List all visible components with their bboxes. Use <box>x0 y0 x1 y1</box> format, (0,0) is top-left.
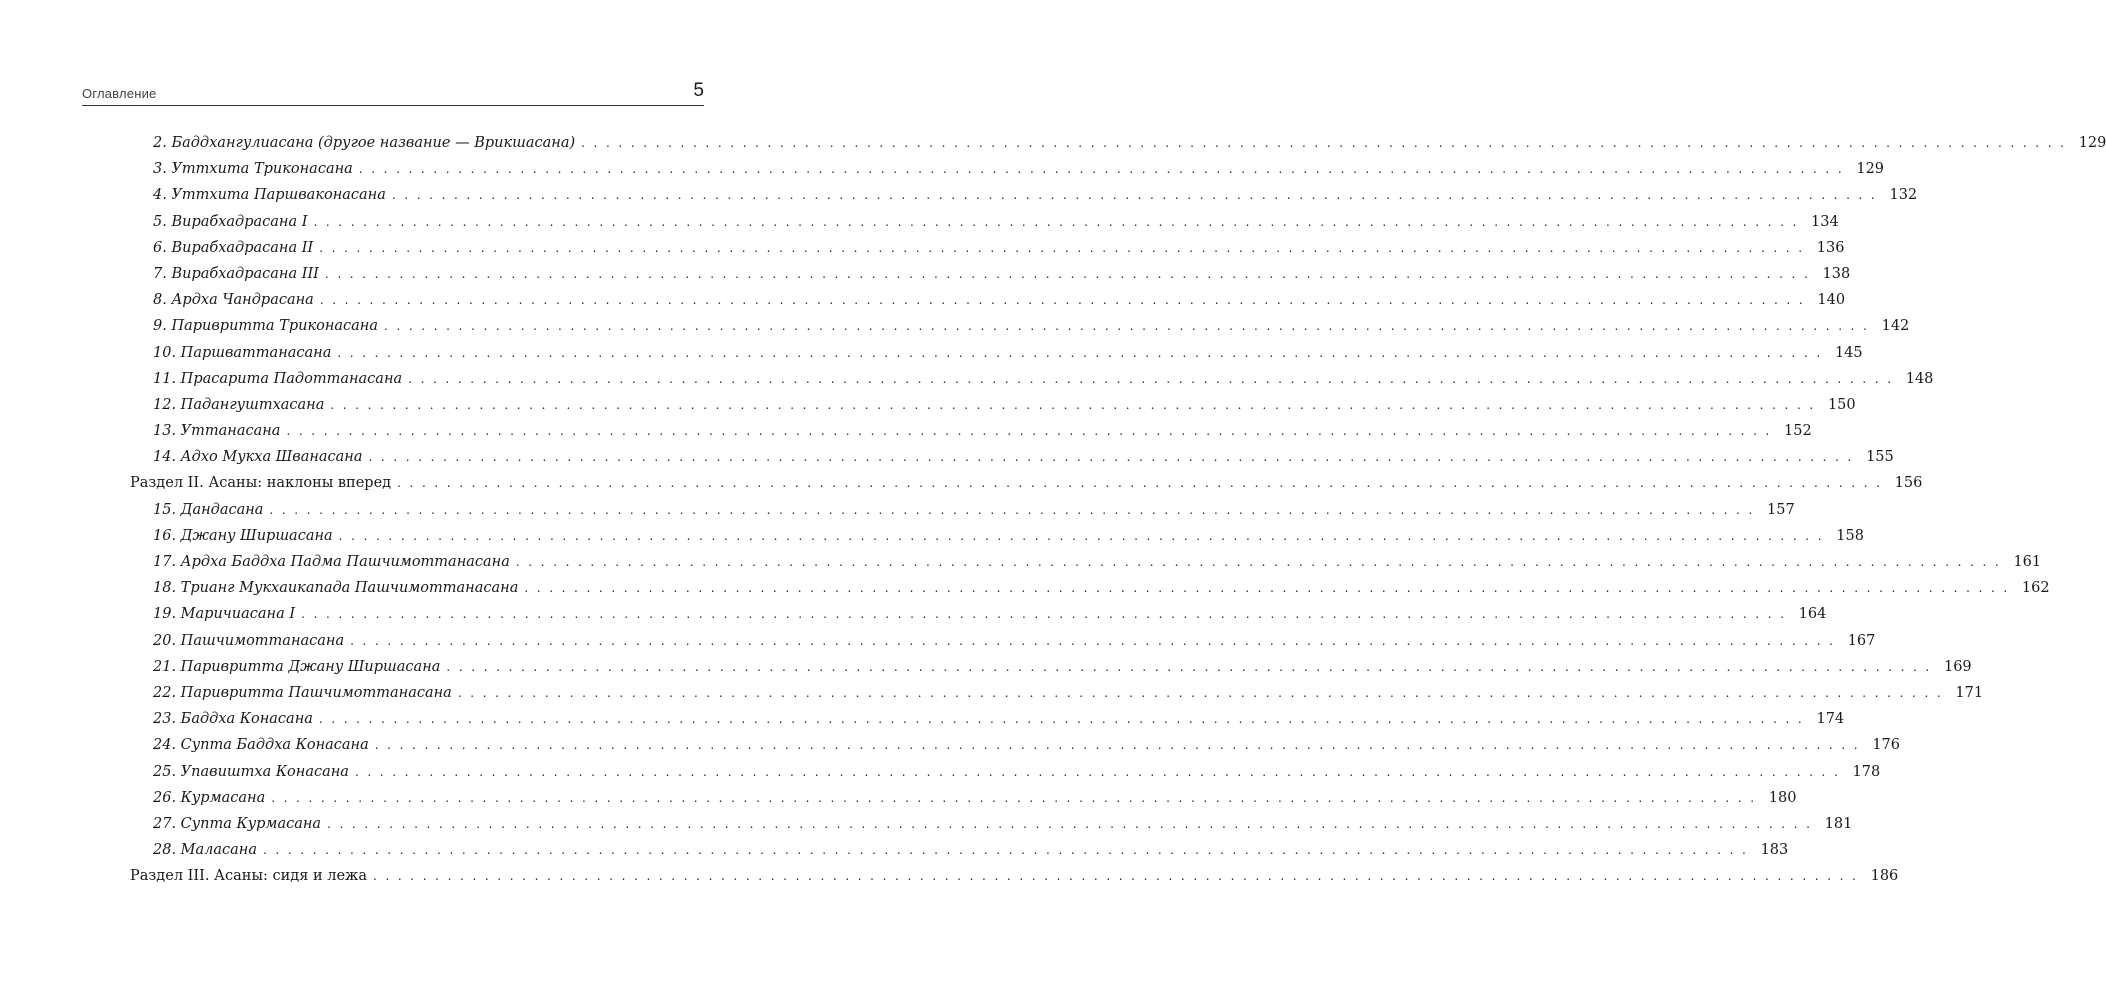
toc-entry[interactable] <box>0 706 1845 732</box>
toc-entry-page: 136 <box>1816 239 1845 256</box>
toc-entry[interactable] <box>0 575 2050 601</box>
toc-entry[interactable] <box>0 523 1864 549</box>
dot-leader: . . . . . . . . . . . . . . . . . . . . . . . . . . . . . . . . . . . . . . . . . . . . . . . . . . . . . . . . . . . . . . . . . . . . . . . . . . . . . . . . . . . . . . . . . . . . . . . . . . . . . . . . . . . . . . . . . . . . . . . . <box>457 685 1944 700</box>
toc-entry-title: 24. Супта Баддха Конасана <box>153 737 369 754</box>
dot-leader: . . . . . . . . . . . . . . . . . . . . . . . . . . . . . . . . . . . . . . . . . . . . . . . . . . . . . . . . . . . . . . . . . . . . . . . . . . . . . . . . . . . . . . . . . . . . . . . . . . . . . . . . . . . . . . . . . . . . . . . . <box>318 712 1805 727</box>
toc-entry-page: 161 <box>2013 554 2042 570</box>
dot-leader: . . . . . . . . . . . . . . . . . . . . . . . . . . . . . . . . . . . . . . . . . . . . . . . . . . . . . . . . . . . . . . . . . . . . . . . . . . . . . . . . . . . . . . . . . . . . . . . . . . . . . . . . . . . . . . . . . . . . . . . . <box>350 633 1836 648</box>
dot-leader: . . . . . . . . . . . . . . . . . . . . . . . . . . . . . . . . . . . . . . . . . . . . . . . . . . . . . . . . . . . . . . . . . . . . . . . . . . . . . . . . . . . . . . . . . . . . . . . . . . . . . . . . . . . . . . . . . . . . . . . . <box>368 450 1854 465</box>
toc-entry-title: 25. Упавиштха Конасана <box>153 763 349 780</box>
toc-entry-page: 145 <box>1834 344 1863 361</box>
toc-entry-page: 158 <box>1836 527 1864 544</box>
toc-entry-page: 129 <box>1856 161 1885 178</box>
toc-entry[interactable] <box>0 444 1894 470</box>
dot-leader: . . . . . . . . . . . . . . . . . . . . . . . . . . . . . . . . . . . . . . . . . . . . . . . . . . . . . . . . . . . . . . . . . . . . . . . . . . . . . . . . . . . . . . . . . . . . . . . . . . . . . . . . . . . . . . . . . . . . . . . . <box>581 136 2067 150</box>
toc-entry-page: 150 <box>1827 396 1856 413</box>
toc-entry-title: 4. Уттхита Паршваконасана <box>153 187 386 204</box>
toc-entry-page: 152 <box>1784 423 1812 440</box>
dot-leader: . . . . . . . . . . . . . . . . . . . . . . . . . . . . . . . . . . . . . . . . . . . . . . . . . . . . . . . . . . . . . . . . . . . . . . . . . . . . . . . . . . . . . . . . . . . . . . . . . . . . . . . . . . . . . . . . . . . . . . . . <box>374 738 1861 753</box>
toc-entry-title: 14. Адхо Мукха Шванасана <box>153 449 363 466</box>
toc-entry[interactable] <box>0 628 1876 654</box>
toc-entry[interactable] <box>0 366 1934 392</box>
dot-leader: . . . . . . . . . . . . . . . . . . . . . . . . . . . . . . . . . . . . . . . . . . . . . . . . . . . . . . . . . . . . . . . . . . . . . . . . . . . . . . . . . . . . . . . . . . . . . . . . . . . . . . . . . . . . . . . . . . . . . . . . <box>524 581 2010 596</box>
dot-leader: . . . . . . . . . . . . . . . . . . . . . . . . . . . . . . . . . . . . . . . . . . . . . . . . . . . . . . . . . . . . . . . . . . . . . . . . . . . . . . . . . . . . . . . . . . . . . . . . . . . . . . . . . . . . . . . . . . . . . . . . <box>358 162 1845 177</box>
dot-leader: . . . . . . . . . . . . . . . . . . . . . . . . . . . . . . . . . . . . . . . . . . . . . . . . . . . . . . . . . . . . . . . . . . . . . . . . . . . . . . . . . . . . . . . . . . . . . . . . . . . . . . . . . . . . . . . . . . . . . . . . <box>408 371 1894 386</box>
toc-entry[interactable] <box>0 156 1885 182</box>
toc-entry-page: 186 <box>1870 868 1899 885</box>
toc-entry-page: 155 <box>1866 449 1894 466</box>
toc-entry-title: 12. Падангуштхасана <box>153 396 325 413</box>
toc-entry-page: 129 <box>2078 135 2106 151</box>
dot-leader: . . . . . . . . . . . . . . . . . . . . . . . . . . . . . . . . . . . . . . . . . . . . . . . . . . . . . . . . . . . . . . . . . . . . . . . . . . . . . . . . . . . . . . . . . . . . . . . . . . . . . . . . . . . . . . . . . . . . . . . . <box>391 188 1878 203</box>
toc-section-entry[interactable] <box>0 470 1923 496</box>
running-header <box>82 78 704 106</box>
toc-entry-title: 19. Маричиасана I <box>153 606 296 623</box>
toc-entry-title: 7. Вирабхадрасана III <box>153 265 319 282</box>
dot-leader: . . . . . . . . . . . . . . . . . . . . . . . . . . . . . . . . . . . . . . . . . . . . . . . . . . . . . . . . . . . . . . . . . . . . . . . . . . . . . . . . . . . . . . . . . . . . . . . . . . . . . . . . . . . . . . . . . . . . . . . . <box>338 528 1824 543</box>
dot-leader: . . . . . . . . . . . . . . . . . . . . . . . . . . . . . . . . . . . . . . . . . . . . . . . . . . . . . . . . . . . . . . . . . . . . . . . . . . . . . . . . . . . . . . . . . . . . . . . . . . . . . . . . . . . . . . . . . . . . . . . . <box>286 424 1772 439</box>
toc-entry-page: 176 <box>1872 737 1901 754</box>
toc-entry-page: 164 <box>1798 606 1827 623</box>
toc-entry-page: 181 <box>1824 815 1853 832</box>
dot-leader: . . . . . . . . . . . . . . . . . . . . . . . . . . . . . . . . . . . . . . . . . . . . . . . . . . . . . . . . . . . . . . . . . . . . . . . . . . . . . . . . . . . . . . . . . . . . . . . . . . . . . . . . . . . . . . . . . . . . . . . . <box>330 397 1816 412</box>
toc-entry[interactable] <box>0 785 1797 811</box>
toc-entry[interactable] <box>0 287 1846 313</box>
toc-entry-title: Раздел III. Асаны: сидя и лежа <box>130 868 368 885</box>
toc-entry-page: 162 <box>2021 580 2050 597</box>
toc-entry-page: 167 <box>1847 632 1876 649</box>
toc-entry-title: 2. Баддхангулиасана (другое название — Врикшасана) <box>153 135 576 151</box>
dot-leader: . . . . . . . . . . . . . . . . . . . . . . . . . . . . . . . . . . . . . . . . . . . . . . . . . . . . . . . . . . . . . . . . . . . . . . . . . . . . . . . . . . . . . . . . . . . . . . . . . . . . . . . . . . . . . . . . . . . . . . . . <box>384 319 1870 334</box>
toc-entry-title: 15. Дандасана <box>153 501 264 518</box>
toc-entry[interactable] <box>0 654 1972 680</box>
dot-leader: . . . . . . . . . . . . . . . . . . . . . . . . . . . . . . . . . . . . . . . . . . . . . . . . . . . . . . . . . . . . . . . . . . . . . . . . . . . . . . . . . . . . . . . . . . . . . . . . . . . . . . . . . . . . . . . . . . . . . . . . <box>263 843 1749 858</box>
dot-leader: . . . . . . . . . . . . . . . . . . . . . . . . . . . . . . . . . . . . . . . . . . . . . . . . . . . . . . . . . . . . . . . . . . . . . . . . . . . . . . . . . . . . . . . . . . . . . . . . . . . . . . . . . . . . . . . . . . . . . . . . <box>301 607 1787 622</box>
toc-entry-title: 23. Баддха Конасана <box>153 711 313 728</box>
toc-entry-page: 171 <box>1955 684 1984 701</box>
toc-entry[interactable] <box>0 497 1795 523</box>
toc-entry[interactable] <box>0 313 1910 339</box>
toc-entry-page: 148 <box>1905 370 1934 387</box>
toc-entry-page: 132 <box>1889 187 1918 204</box>
dot-leader: . . . . . . . . . . . . . . . . . . . . . . . . . . . . . . . . . . . . . . . . . . . . . . . . . . . . . . . . . . . . . . . . . . . . . . . . . . . . . . . . . . . . . . . . . . . . . . . . . . . . . . . . . . . . . . . . . . . . . . . . <box>354 764 1841 779</box>
toc-entry-title: 8. Ардха Чандрасана <box>153 292 314 309</box>
toc-entry-title: 10. Паршваттанасана <box>153 344 332 361</box>
toc-entry[interactable] <box>0 732 1901 758</box>
toc-entry-page: 142 <box>1881 318 1910 335</box>
dot-leader: . . . . . . . . . . . . . . . . . . . . . . . . . . . . . . . . . . . . . . . . . . . . . . . . . . . . . . . . . . . . . . . . . . . . . . . . . . . . . . . . . . . . . . . . . . . . . . . . . . . . . . . . . . . . . . . . . . . . . . . . <box>515 555 2002 569</box>
toc-entry-title: 27. Супта Курмасана <box>153 815 322 832</box>
toc-entry-title: 28. Маласана <box>153 842 257 859</box>
toc-entry[interactable] <box>0 392 1856 418</box>
toc-entry-title: 22. Паривритта Пашчимоттанасана <box>153 684 452 701</box>
toc-entry-page: 178 <box>1852 763 1881 780</box>
toc-entry-title: 26. Курмасана <box>153 789 266 806</box>
toc-entry-title: 6. Вирабхадрасана II <box>153 239 314 256</box>
toc-entry-title: 3. Уттхита Триконасана <box>153 161 353 178</box>
page-number: 5 <box>693 80 704 101</box>
dot-leader: . . . . . . . . . . . . . . . . . . . . . . . . . . . . . . . . . . . . . . . . . . . . . . . . . . . . . . . . . . . . . . . . . . . . . . . . . . . . . . . . . . . . . . . . . . . . . . . . . . . . . . . . . . . . . . . . . . . . . . . . <box>269 502 1755 517</box>
toc-entry-title: 13. Уттанасана <box>153 423 281 440</box>
toc-entry-title: 20. Пашчимоттанасана <box>153 632 345 649</box>
dot-leader: . . . . . . . . . . . . . . . . . . . . . . . . . . . . . . . . . . . . . . . . . . . . . . . . . . . . . . . . . . . . . . . . . . . . . . . . . . . . . . . . . . . . . . . . . . . . . . . . . . . . . . . . . . . . . . . . . . . . . . . . <box>373 869 1859 884</box>
toc-entry[interactable] <box>0 235 1845 261</box>
toc-entry-page: 134 <box>1811 213 1839 230</box>
toc-entry[interactable] <box>0 837 1789 863</box>
toc-entry-page: 174 <box>1816 711 1845 728</box>
dot-leader: . . . . . . . . . . . . . . . . . . . . . . . . . . . . . . . . . . . . . . . . . . . . . . . . . . . . . . . . . . . . . . . . . . . . . . . . . . . . . . . . . . . . . . . . . . . . . . . . . . . . . . . . . . . . . . . . . . . . . . . . <box>337 345 1823 360</box>
dot-leader: . . . . . . . . . . . . . . . . . . . . . . . . . . . . . . . . . . . . . . . . . . . . . . . . . . . . . . . . . . . . . . . . . . . . . . . . . . . . . . . . . . . . . . . . . . . . . . . . . . . . . . . . . . . . . . . . . . . . . . . . <box>271 790 1757 805</box>
running-header-title: Оглавление <box>82 86 157 101</box>
toc-entry[interactable] <box>0 130 2106 156</box>
dot-leader: . . . . . . . . . . . . . . . . . . . . . . . . . . . . . . . . . . . . . . . . . . . . . . . . . . . . . . . . . . . . . . . . . . . . . . . . . . . . . . . . . . . . . . . . . . . . . . . . . . . . . . . . . . . . . . . . . . . . . . . . <box>324 266 1811 281</box>
toc-entry-page: 156 <box>1894 475 1923 492</box>
toc-entry-title: 16. Джану Ширшасана <box>153 527 333 544</box>
toc-entry-page: 169 <box>1943 658 1972 675</box>
toc-entry[interactable] <box>0 601 1827 627</box>
toc-entry-page: 157 <box>1767 501 1795 518</box>
dot-leader: . . . . . . . . . . . . . . . . . . . . . . . . . . . . . . . . . . . . . . . . . . . . . . . . . . . . . . . . . . . . . . . . . . . . . . . . . . . . . . . . . . . . . . . . . . . . . . . . . . . . . . . . . . . . . . . . . . . . . . . . <box>319 293 1806 308</box>
toc-entry[interactable] <box>0 261 1851 287</box>
toc-entry[interactable] <box>0 418 1812 444</box>
toc-section-entry[interactable] <box>0 863 1899 889</box>
toc-entry[interactable] <box>0 182 1918 208</box>
toc-entry[interactable] <box>0 549 2042 575</box>
toc-entry-page: 138 <box>1822 265 1851 282</box>
toc-entry-title: 9. Паривритта Триконасана <box>153 318 379 335</box>
toc-entry[interactable] <box>0 759 1881 785</box>
toc-entry-page: 180 <box>1768 789 1797 806</box>
toc-entry[interactable] <box>0 340 1863 366</box>
toc-entry-title: 17. Ардха Баддха Падма Пашчимоттанасана <box>153 554 510 570</box>
toc-entry[interactable] <box>0 811 1853 837</box>
toc-entry-page: 140 <box>1817 292 1846 309</box>
dot-leader: . . . . . . . . . . . . . . . . . . . . . . . . . . . . . . . . . . . . . . . . . . . . . . . . . . . . . . . . . . . . . . . . . . . . . . . . . . . . . . . . . . . . . . . . . . . . . . . . . . . . . . . . . . . . . . . . . . . . . . . . <box>319 240 1805 255</box>
dot-leader: . . . . . . . . . . . . . . . . . . . . . . . . . . . . . . . . . . . . . . . . . . . . . . . . . . . . . . . . . . . . . . . . . . . . . . . . . . . . . . . . . . . . . . . . . . . . . . . . . . . . . . . . . . . . . . . . . . . . . . . . <box>327 816 1813 831</box>
toc-entry-page: 183 <box>1760 842 1789 859</box>
toc-entry-title: 11. Прасарита Падоттанасана <box>153 370 403 387</box>
toc-entry[interactable] <box>0 680 1984 706</box>
toc-entry-title: 21. Паривритта Джану Ширшасана <box>153 658 441 675</box>
toc-entry-title: 18. Трианг Мукхаикапада Пашчимоттанасана <box>153 580 519 597</box>
dot-leader: . . . . . . . . . . . . . . . . . . . . . . . . . . . . . . . . . . . . . . . . . . . . . . . . . . . . . . . . . . . . . . . . . . . . . . . . . . . . . . . . . . . . . . . . . . . . . . . . . . . . . . . . . . . . . . . . . . . . . . . . <box>313 214 1799 229</box>
toc-entry-title: Раздел II. Асаны: наклоны вперед <box>130 475 392 492</box>
table-of-contents <box>0 130 2106 889</box>
toc-entry[interactable] <box>0 209 1839 235</box>
dot-leader: . . . . . . . . . . . . . . . . . . . . . . . . . . . . . . . . . . . . . . . . . . . . . . . . . . . . . . . . . . . . . . . . . . . . . . . . . . . . . . . . . . . . . . . . . . . . . . . . . . . . . . . . . . . . . . . . . . . . . . . . <box>397 476 1883 491</box>
toc-entry-title: 5. Вирабхадрасана I <box>153 213 308 230</box>
dot-leader: . . . . . . . . . . . . . . . . . . . . . . . . . . . . . . . . . . . . . . . . . . . . . . . . . . . . . . . . . . . . . . . . . . . . . . . . . . . . . . . . . . . . . . . . . . . . . . . . . . . . . . . . . . . . . . . . . . . . . . . . <box>446 659 1932 674</box>
